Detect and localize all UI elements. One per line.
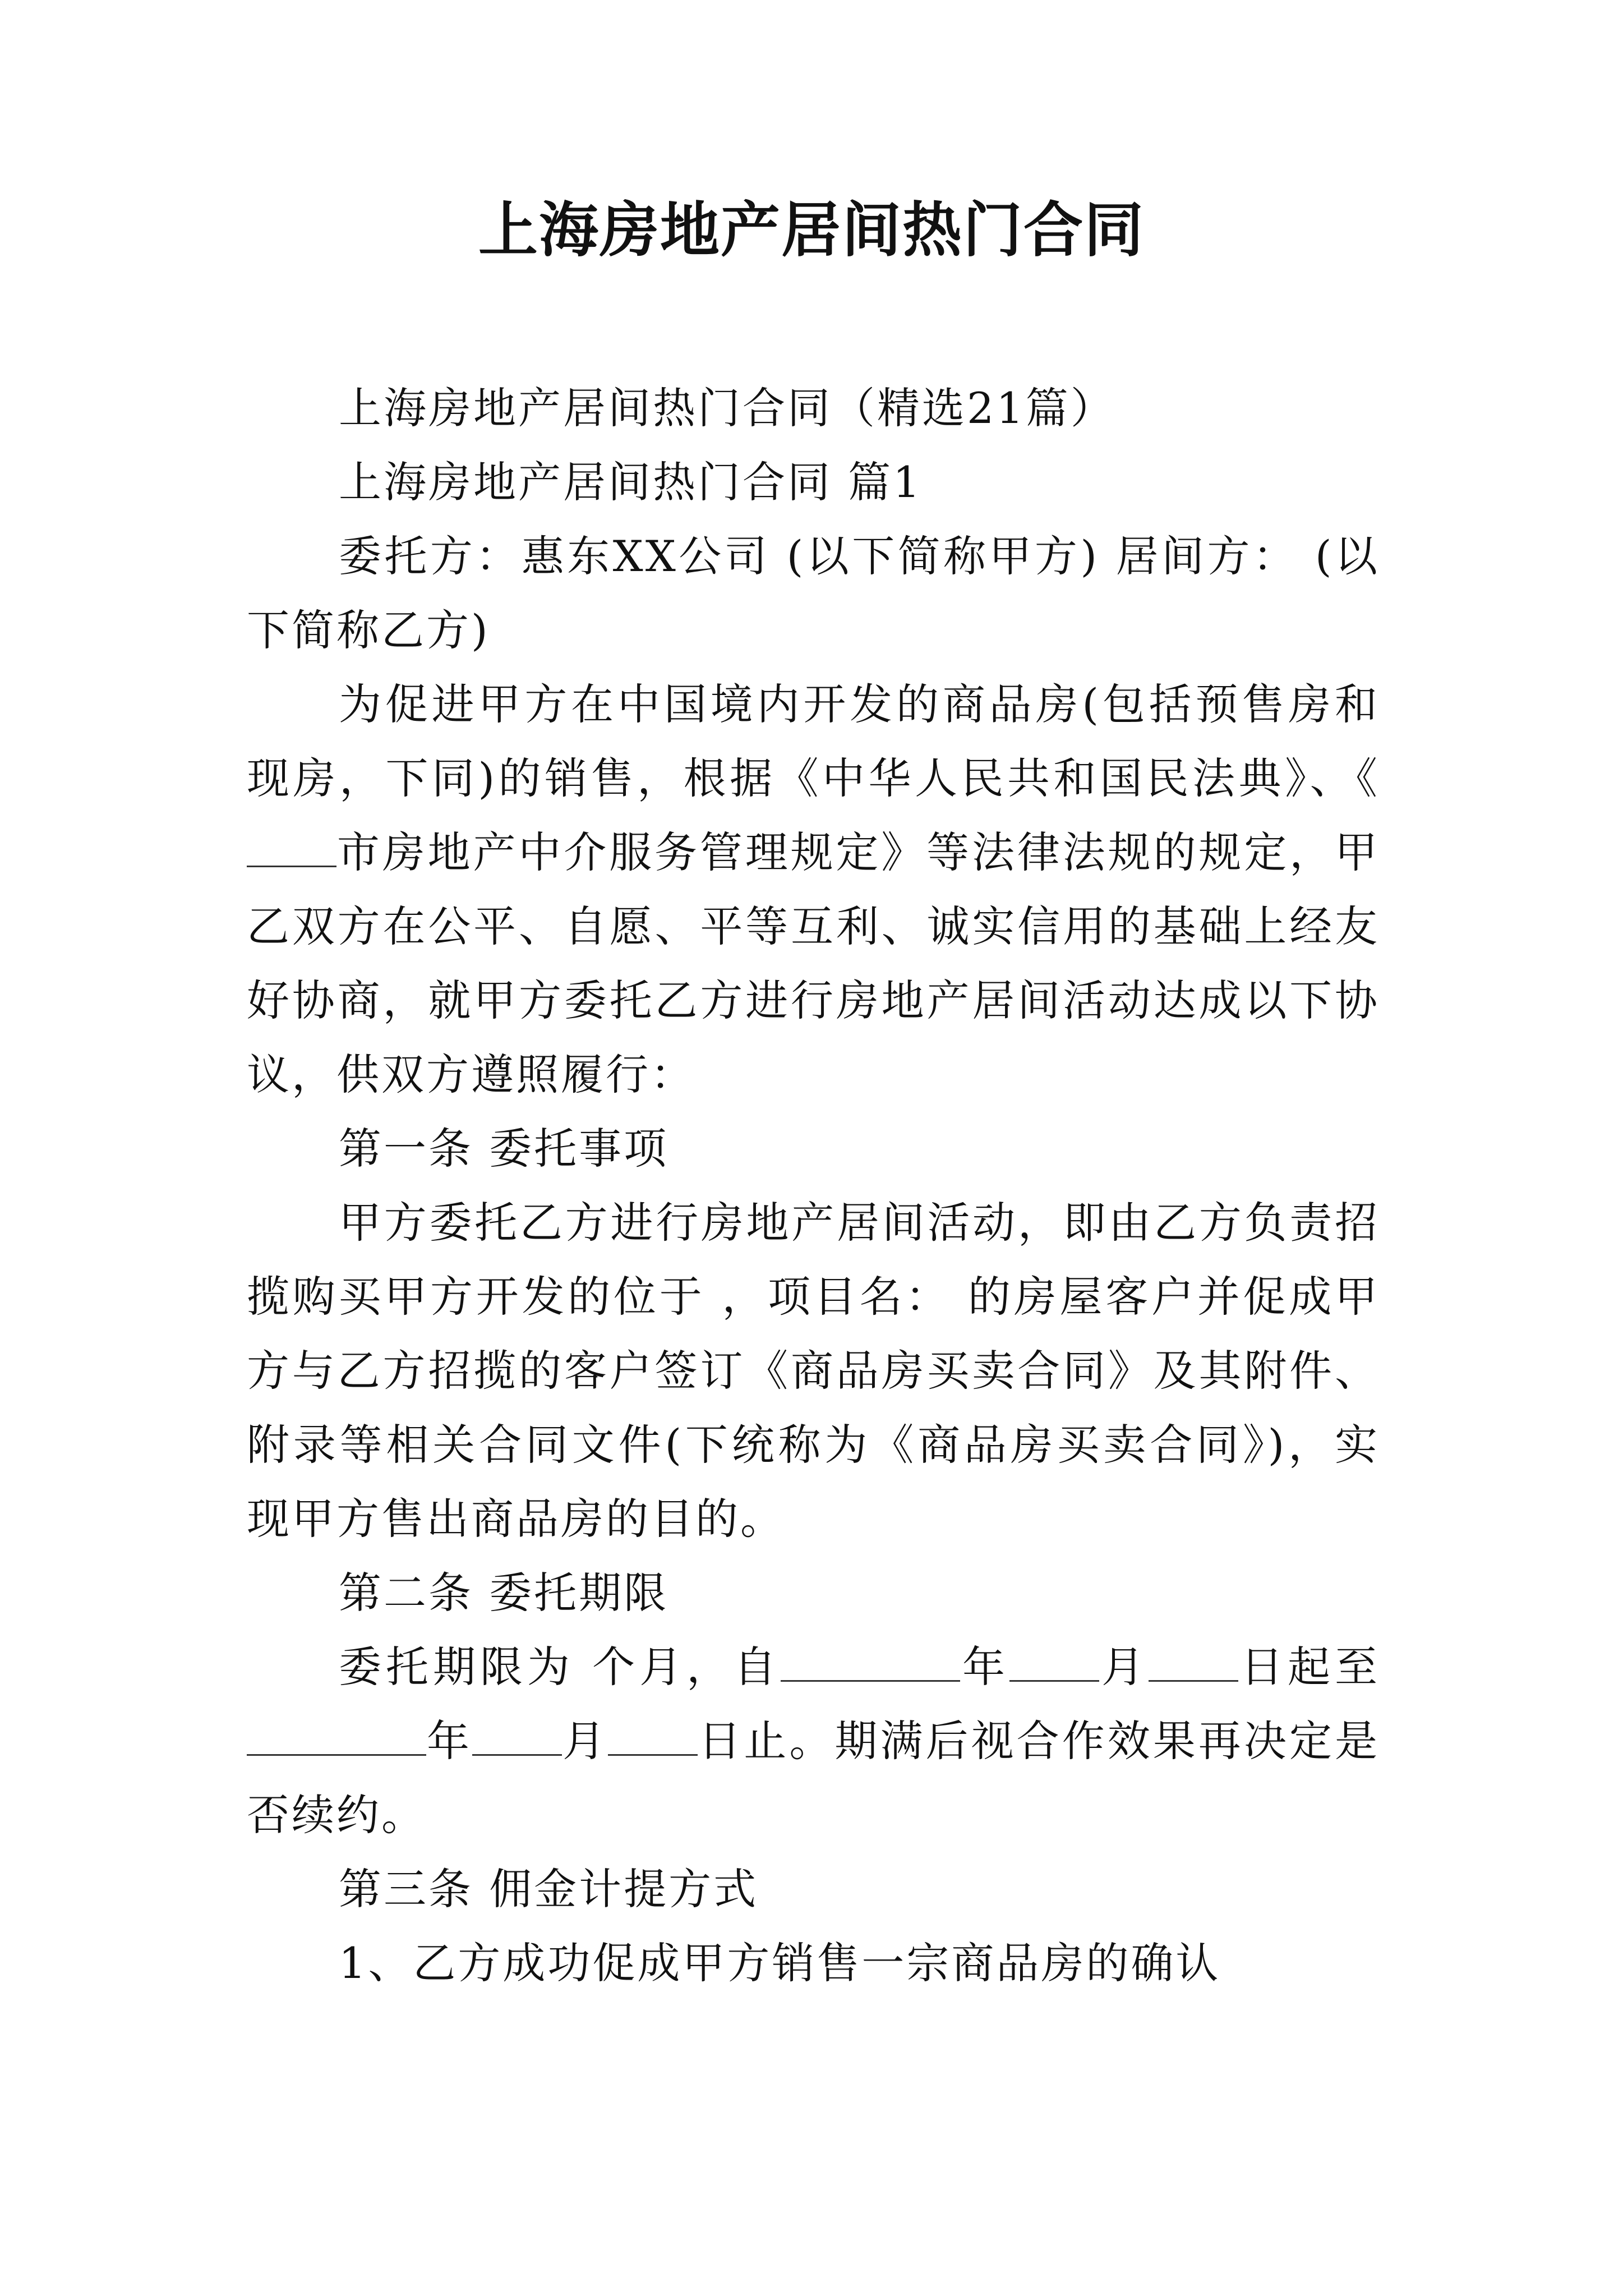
preamble-text-b: 市房地产中介服务管理规定》等法律法规的规定，甲乙双方在公平、自愿、平等互利、诚实信用的基础上经友好协商，就甲方委托乙方进行房地产居间活动达成以下协议，供双方遵照履行： <box>247 827 1380 1099</box>
article2-text-5: 年 <box>426 1716 473 1766</box>
preamble-text-a: 为促进甲方在中国境内开发的商品房(包括预售房和现房，下同)的销售，根据《中华人民共和国民法典》、《 <box>247 679 1380 803</box>
end-month-blank <box>472 1719 562 1756</box>
article2-body <box>247 1630 1380 1852</box>
article3-heading: 第三条 佣金计提方式 <box>339 1864 759 1914</box>
article2-text-2: 年 <box>960 1642 1010 1692</box>
preamble-paragraph <box>247 668 1380 1112</box>
article1-body: 甲方委托乙方进行房地产居间活动，即由乙方负责招揽购买甲方开发的位于 ，项目名： 的房屋客户并促成甲方与乙方招揽的客户签订《商品房买卖合同》及其附件、附录等相关合同文件(下统称为《商品房买卖合同》)，实现甲方售出商品房的目的。 <box>247 1198 1380 1544</box>
start-day-blank <box>1149 1645 1238 1682</box>
article2-text-1: 委托期限为 个月，自 <box>339 1642 781 1692</box>
start-month-blank <box>1009 1645 1099 1682</box>
parties-paragraph: 委托方：惠东XX公司 (以下简称甲方) 居间方： (以下简称乙方) <box>247 531 1380 655</box>
article2-text-6: 月 <box>562 1716 608 1766</box>
article2-text-4: 日起至 <box>1238 1642 1380 1692</box>
article2-text-3: 月 <box>1099 1642 1149 1692</box>
start-year-blank <box>781 1645 960 1682</box>
article2-text-7: 日止。期满后视合作效果再决定是否续约。 <box>247 1716 1380 1840</box>
document-body <box>247 371 1380 2000</box>
subtitle: 上海房地产居间热门合同（精选21篇） <box>339 383 1115 433</box>
article2-heading: 第二条 委托期限 <box>339 1568 669 1618</box>
document-title: 上海房地产居间热门合同 <box>478 195 1145 265</box>
end-year-blank <box>247 1719 426 1756</box>
end-day-blank <box>608 1719 698 1756</box>
part-heading: 上海房地产居间热门合同 篇1 <box>339 457 923 507</box>
city-blank <box>247 831 336 867</box>
article1-heading: 第一条 委托事项 <box>339 1124 669 1174</box>
article3-item1: 1、乙方成功促成甲方销售一宗商品房的确认 <box>339 1938 1221 1988</box>
